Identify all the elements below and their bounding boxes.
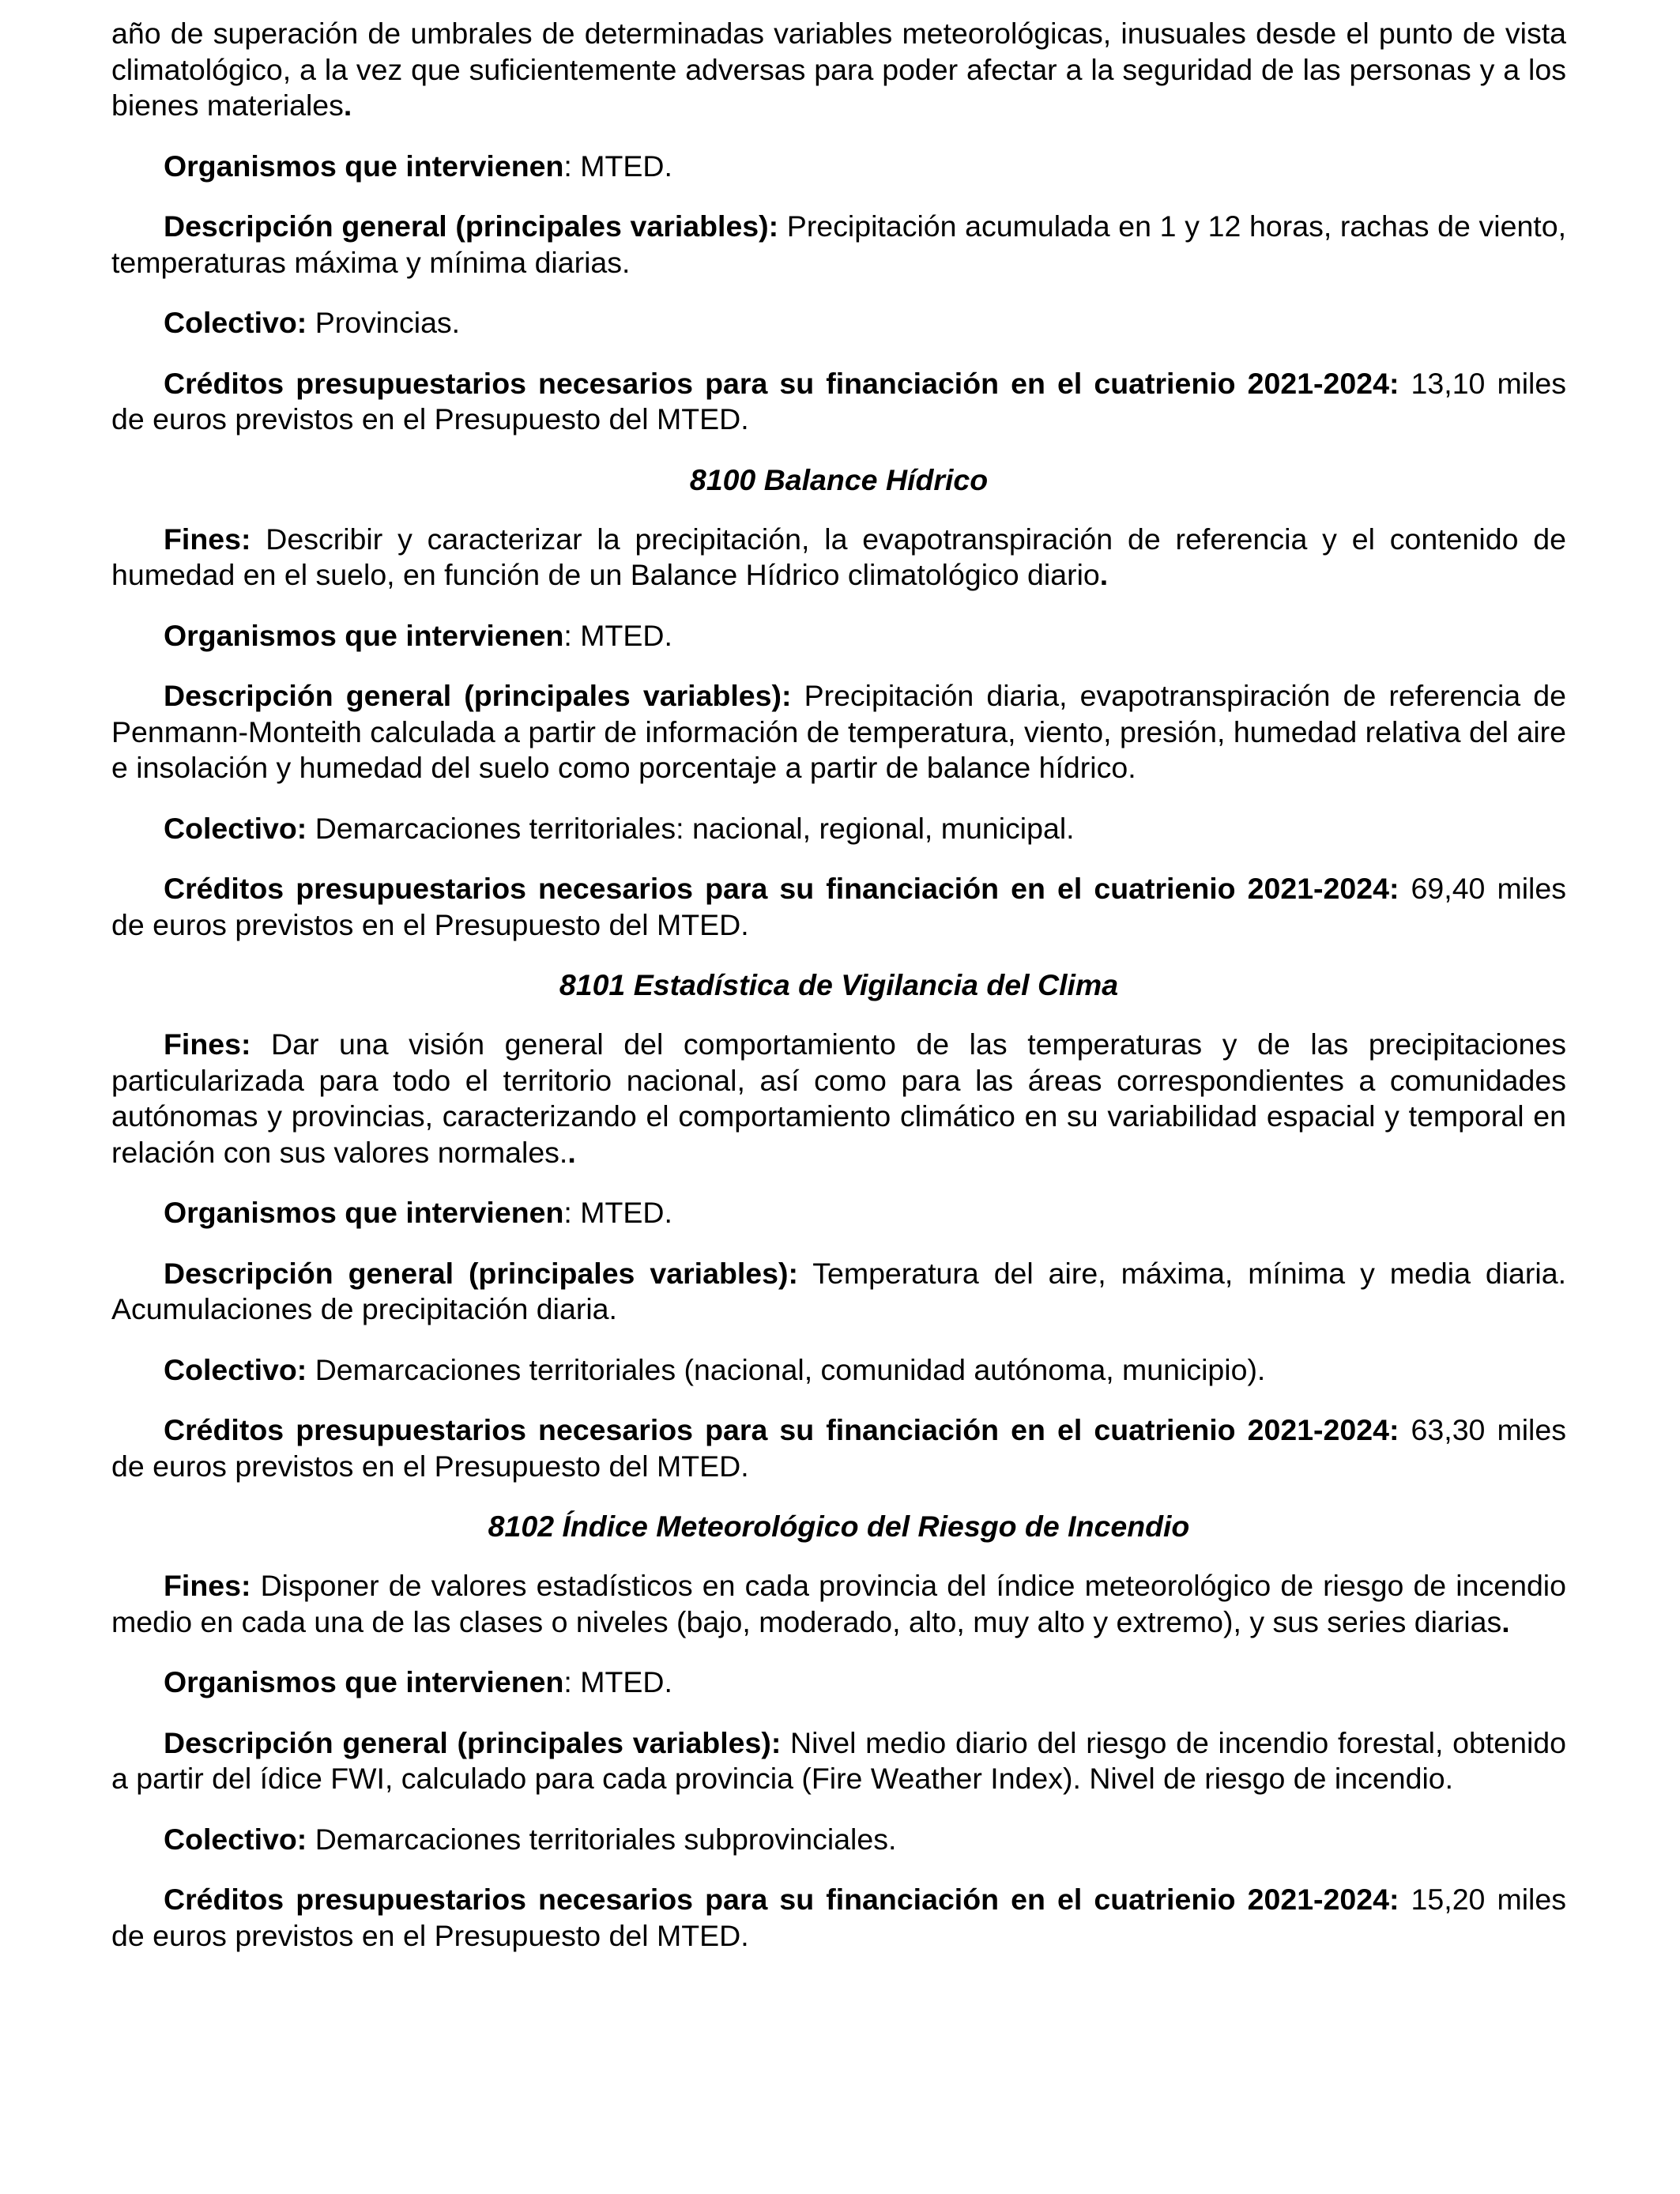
field-value: Demarcaciones territoriales (nacional, comunidad autónoma, municipio). [307, 1352, 1266, 1386]
field-value: 69,40 miles de euros previstos en el Presupuesto del MTED. [111, 872, 1566, 941]
section-colectivo [111, 811, 1566, 847]
field-label: Descripción general (principales variables): [164, 1256, 798, 1290]
intro-colectivo [111, 305, 1566, 341]
intro-text: año de superación de umbrales de determinadas variables meteorológicas, inusuales desde el punto de vista climatológico, a la vez que suficientemente adversas para poder afectar a la seguridad de las personas y a los bienes materiales [111, 17, 1566, 122]
section-fines [111, 1027, 1566, 1171]
field-value: Provincias. [307, 306, 461, 339]
field-value: : MTED. [563, 149, 672, 183]
field-label: Colectivo: [164, 811, 307, 845]
section-organismos [111, 1195, 1566, 1231]
section-fines [111, 1568, 1566, 1640]
section-title: 8100 Balance Hídrico [689, 462, 989, 496]
field-value: Precipitación acumulada en 1 y 12 horas, rachas de viento, temperaturas máxima y mínima diarias. [111, 209, 1567, 279]
field-label: Fines: [164, 522, 251, 556]
field-label: Descripción general (principales variables): [164, 679, 792, 712]
field-label: Organismos que intervienen [164, 1196, 564, 1229]
field-value: : MTED. [563, 618, 672, 652]
section-title: 8101 Estadística de Vigilancia del Clima [559, 968, 1119, 1001]
intro-paragraph [111, 16, 1566, 124]
field-label: Colectivo: [164, 1352, 307, 1386]
field-label: Fines: [164, 1569, 251, 1602]
field-end: . [1099, 558, 1109, 591]
section-descripcion [111, 1256, 1566, 1328]
intro-organismos [111, 149, 1566, 185]
intro-creditos [111, 366, 1566, 438]
section-descripcion [111, 678, 1566, 786]
section-colectivo [111, 1352, 1566, 1389]
field-label: Créditos presupuestarios necesarios para su financiación en el cuatrienio 2021-2024: [164, 1883, 1399, 1916]
field-label: Organismos que intervienen [164, 1665, 564, 1698]
field-label: Créditos presupuestarios necesarios para su financiación en el cuatrienio 2021-2024: [164, 366, 1399, 400]
field-label: Créditos presupuestarios necesarios para su financiación en el cuatrienio 2021-2024: [164, 872, 1399, 905]
intro-end: . [343, 89, 352, 122]
field-value: Precipitación diaria, evapotranspiración de referencia de Penmann-Monteith calculada a partir de información de temperatura, viento, presión, humedad relativa del aire e insolación y humedad del suelo como porcentaje a partir de balance hídrico. [111, 679, 1566, 784]
section-creditos [111, 1882, 1566, 1954]
field-value: Temperatura del aire, máxima, mínima y media diaria. Acumulaciones de precipitación diaria. [111, 1256, 1567, 1325]
field-label: Fines: [164, 1027, 251, 1061]
field-value: Dar una visión general del comportamiento de las temperaturas y de las precipitaciones particularizada para todo el territorio nacional, así como para las áreas correspondientes a comunidades autónomas y provincias, caracterizando el comportamiento climático en su variabilidad espacial y temporal en relación con sus valores normales. [111, 1027, 1566, 1169]
field-label: Organismos que intervienen [164, 149, 564, 183]
field-value: 63,30 miles de euros previstos en el Presupuesto del MTED. [111, 1413, 1566, 1483]
field-value: Describir y caracterizar la precipitación, la evapotranspiración de referencia y el contenido de humedad en el suelo, en función de un Balance Hídrico climatológico diario [111, 522, 1566, 591]
field-label: Descripción general (principales variables): [164, 209, 779, 243]
field-value: : MTED. [563, 1665, 672, 1698]
field-value: : MTED. [563, 1196, 672, 1229]
section-fines [111, 522, 1566, 594]
field-label: Colectivo: [164, 306, 307, 339]
field-label: Organismos que intervienen [164, 618, 564, 652]
field-label: Descripción general (principales variables): [164, 1725, 782, 1759]
section-colectivo [111, 1822, 1566, 1858]
field-value: 13,10 miles de euros previstos en el Presupuesto del MTED. [111, 366, 1566, 435]
section-creditos [111, 1412, 1566, 1484]
section-descripcion [111, 1725, 1566, 1797]
field-end: . [1501, 1604, 1510, 1638]
section-organismos [111, 1664, 1566, 1701]
field-label: Colectivo: [164, 1822, 307, 1856]
field-value: Nivel medio diario del riesgo de incendio forestal, obtenido a partir del ídice FWI, calculado para cada provincia (Fire Weather Index). Nivel de riesgo de incendio. [111, 1725, 1566, 1795]
intro-descripcion [111, 209, 1566, 281]
field-value: 15,20 miles de euros previstos en el Presupuesto del MTED. [111, 1883, 1566, 1952]
field-end: . [567, 1135, 576, 1169]
section-title: 8102 Índice Meteorológico del Riesgo de Incendio [488, 1510, 1190, 1543]
field-label: Créditos presupuestarios necesarios para su financiación en el cuatrienio 2021-2024: [164, 1413, 1399, 1446]
field-value: Disponer de valores estadísticos en cada provincia del índice meteorológico de riesgo de incendio medio en cada una de las clases o niveles (bajo, moderado, alto, muy alto y extremo), y sus series diarias [111, 1569, 1566, 1638]
section-organismos [111, 618, 1566, 654]
section-creditos [111, 871, 1566, 943]
field-value: Demarcaciones territoriales subprovinciales. [307, 1822, 897, 1856]
field-value: Demarcaciones territoriales: nacional, regional, municipal. [307, 811, 1075, 845]
